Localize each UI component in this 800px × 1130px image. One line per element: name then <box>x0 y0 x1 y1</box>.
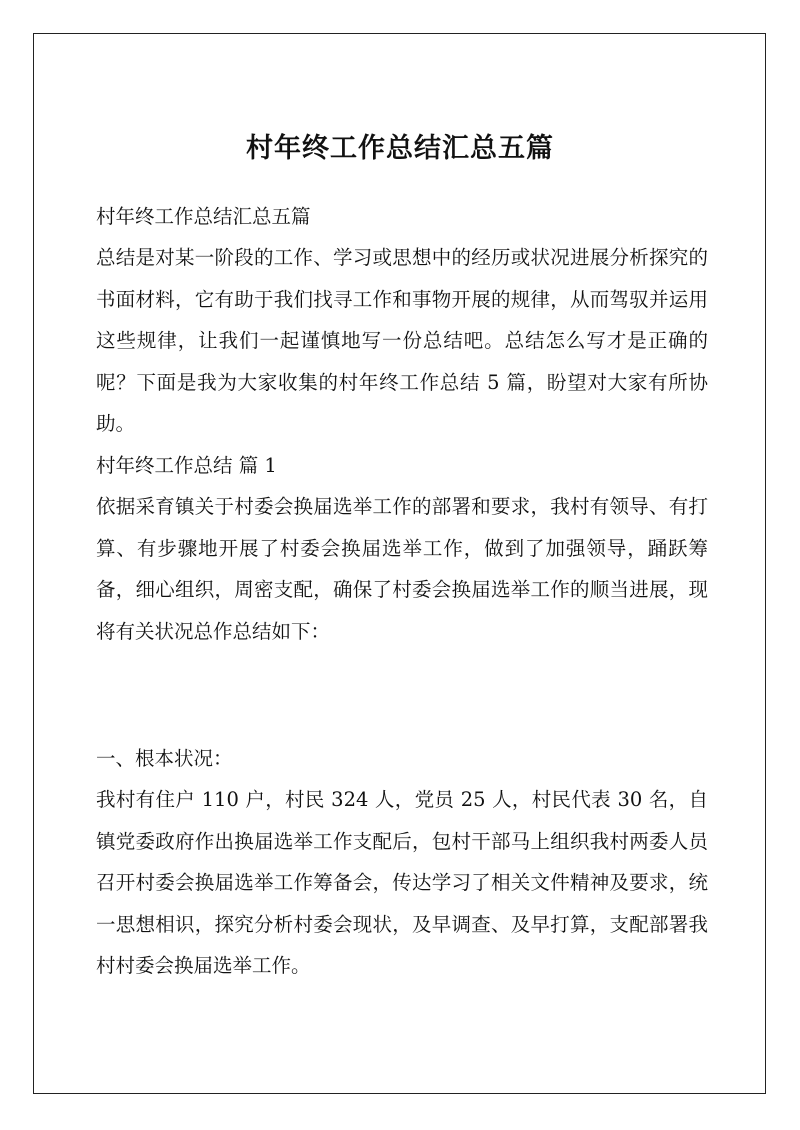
document-subtitle: 村年终工作总结汇总五篇 <box>96 205 311 228</box>
section-heading: 一、根本状况： <box>96 747 233 770</box>
document-title: 村年终工作总结汇总五篇 <box>246 133 554 164</box>
intro-paragraph: 总结是对某一阶段的工作、学习或思想中的经历或状况进展分析探究的书面材料，它有助于我们找寻工作和事物开展的规律，从而驾驭并运用这些规律，让我们一起谨慎地写一份总结吧。总结怎么写才是正确的呢？下面是我为大家收集的村年终工作总结 5 篇，盼望对大家有所协助。 <box>96 246 708 435</box>
article-heading: 村年终工作总结 篇 1 <box>96 454 277 477</box>
paragraph-2: 我村有住户 110 户，村民 324 人，党员 25 人，村民代表 30 名，自镇党委政府作出换届选举工作支配后，包村干部马上组织我村两委人员召开村委会换届选举工作筹备会，传达学习了相关文件精神及要求，统一思想相识，探究分析村委会现状，及早调查、及早打算，支配部署我村村委会换届选举工作。 <box>96 788 708 977</box>
paragraph-1: 依据采育镇关于村委会换届选举工作的部署和要求，我村有领导、有打算、有步骤地开展了村委会换届选举工作，做到了加强领导，踊跃筹备，细心组织，周密支配，确保了村委会换届选举工作的顺当进展，现将有关状况总作总结如下： <box>96 495 708 643</box>
